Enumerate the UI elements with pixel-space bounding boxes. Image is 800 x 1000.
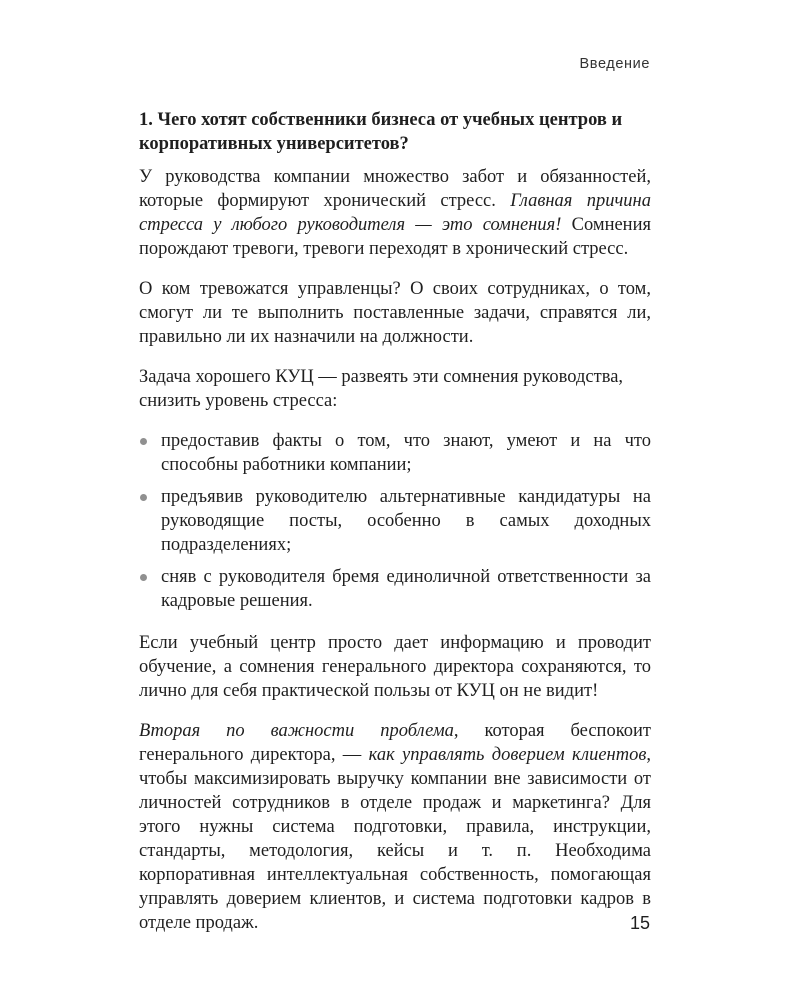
bullet-icon <box>140 574 147 581</box>
text-run: У руководства компании множество забот и обязанностей, которые формируют хронический стресс. <box>139 167 651 211</box>
paragraph-trust <box>139 719 651 935</box>
page-number: 15 <box>629 913 650 933</box>
paragraph-stress <box>139 165 651 261</box>
list-item-text: сняв с руководителя бремя единоличной ответственности за кадровые решения. <box>161 567 651 611</box>
bullet-icon <box>140 438 147 445</box>
paragraph-training: Если учебный центр просто дает информацию и проводит обучение, а сомнения генерального директора сохраняются, то лично для себя практической пользы от КУЦ он не видит! <box>139 633 651 701</box>
list-item-text: предоставив факты о том, что знают, умеют и на что способны работники компании; <box>161 431 651 475</box>
italic-run: как управлять доверием клиентов <box>368 745 647 765</box>
bullet-list <box>139 429 651 613</box>
body-text <box>139 108 651 951</box>
section-heading: 1. Чего хотят собственники бизнеса от учебных центров и корпоративных университетов? <box>139 110 623 154</box>
paragraph-worries: О ком тревожатся управленцы? О своих сотрудниках, о том, смогут ли те выполнить поставленные задачи, справятся ли, правильно ли их назначили на должности. <box>139 279 651 347</box>
text-run: , чтобы максимизировать выручку компании вне зависимости от личностей сотрудников в отделе продаж и маркетинга? Для этого нужны система подготовки, правила, инструкции, стандарты, методология, кейсы и т. п. Необходима корпоративная интеллектуальная собственность, помогающая управлять доверием клиентов, и система подготовки кадров в отделе продаж. <box>139 745 651 933</box>
text-run: , которая беспокоит генерального директора, — <box>139 721 651 765</box>
list-item <box>139 565 651 613</box>
italic-run: Вторая по важности проблема <box>139 721 454 741</box>
list-item <box>139 429 651 477</box>
running-head: Введение <box>579 56 650 72</box>
text-run: Сомнения порождают тревоги, тревоги переходят в хронический стресс. <box>139 215 651 259</box>
bullet-icon <box>140 494 147 501</box>
list-item-text: предъявив руководителю альтернативные кандидатуры на руководящие посты, особенно в самых доходных подразделениях; <box>161 487 651 555</box>
list-item <box>139 485 651 557</box>
italic-run: Главная причина стресса у любого руководителя — это сомнения! <box>139 191 651 235</box>
paragraph-task: Задача хорошего КУЦ — развеять эти сомнения руководства, снизить уровень стресса: <box>139 367 624 411</box>
